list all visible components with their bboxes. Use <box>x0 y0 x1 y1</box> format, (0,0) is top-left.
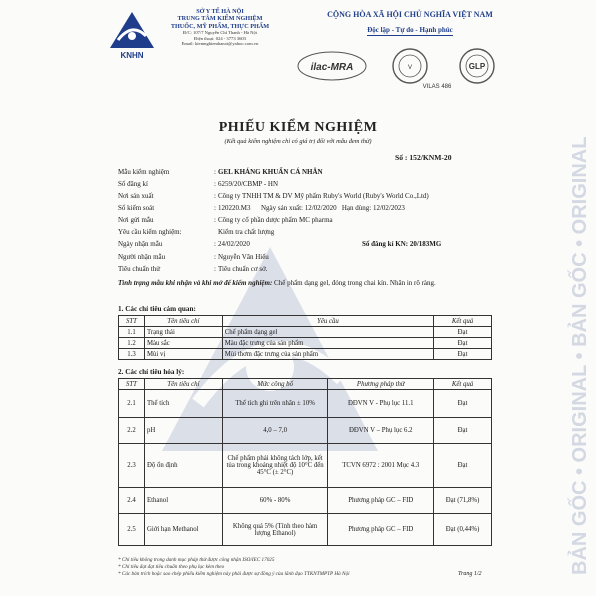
table-header-row <box>119 379 492 390</box>
col-criterion: Tên tiêu chí <box>144 379 222 390</box>
issuing-organization <box>160 8 280 47</box>
cell-criterion: Giới hạn Methanol <box>144 514 222 546</box>
col-test-method: Phương pháp thử <box>328 379 434 390</box>
watermark-text: BẢN GỐC • ORIGINAL • BẢN GỐC • ORIGINAL <box>569 136 591 575</box>
svg-text:VILAS 486: VILAS 486 <box>422 84 452 90</box>
svg-text:V: V <box>407 65 413 71</box>
lab-registration-number <box>362 240 441 248</box>
info-row-sender: Nơi gửi mẫu : Công ty cổ phần dược phẩm MC pharma <box>118 216 333 224</box>
cell-declared-level: Không quá 5% (Tính theo hàm lượng Ethanol) <box>222 514 328 546</box>
col-result: Kết quả <box>434 316 492 327</box>
knhn-logo-icon <box>108 10 156 60</box>
svg-text:KNHN: KNHN <box>120 51 144 60</box>
cell-test-method: Phương pháp GC – FID <box>328 514 434 546</box>
vilas-badge <box>393 49 452 90</box>
info-value: 6259/20/CBMP - HN <box>218 180 279 188</box>
info-label: Số kiểm soát <box>118 204 155 212</box>
cell-criterion: Mùi vị <box>144 349 222 360</box>
col-stt: STT <box>119 316 145 327</box>
svg-text:GLP: GLP <box>468 62 486 71</box>
info-label: Nơi sản xuất <box>118 192 154 200</box>
cell-requirement: Chế phẩm dạng gel <box>222 327 433 338</box>
cell-result: Đạt (0,44%) <box>434 514 492 546</box>
cell-stt: 2.5 <box>119 514 145 546</box>
info-value: 120220.M3 Ngày sản xuất: 12/02/2020 Hạn dùng: 12/02/2023 <box>218 204 405 212</box>
page-number: Trang 1/2 <box>458 571 482 577</box>
info-label: Ngày nhận mẫu <box>118 240 163 248</box>
cell-declared-level: Chế phẩm phải không tách lớp, kết tủa trong khoảng nhiệt độ 10°C đến 45°C (± 2°C) <box>222 444 328 488</box>
table-header-row <box>119 316 492 327</box>
national-motto: Độc lập - Tự do - Hạnh phúc <box>367 26 453 34</box>
glp-badge <box>460 49 494 83</box>
footnote-2: * Chỉ tiêu đạt đạt tiêu chuẩn theo phụ lục kèm theo <box>118 564 225 570</box>
info-value: 24/02/2020 <box>218 240 250 248</box>
cell-criterion: Độ ổn định <box>144 444 222 488</box>
cell-criterion: Thể tích <box>144 390 222 418</box>
org-address: Đ/C: 107/7 Nguyễn Chí Thanh - Hà Nội <box>182 30 258 36</box>
footnote-3: * Các bản trích hoặc sao chép phiếu kiểm nghiệm này phải được sự đồng ý của lãnh đạo TTKNTMPTP Hà Nội <box>118 571 350 577</box>
col-result: Kết quả <box>434 379 492 390</box>
national-header <box>290 10 530 37</box>
cell-result: Đạt <box>434 390 492 418</box>
cell-declared-level: Thể tích ghi trên nhãn ± 10% <box>222 390 328 418</box>
svg-text:ilac-MRA: ilac-MRA <box>310 62 354 73</box>
footnote-1: * Chỉ tiêu không trong danh mục pháp thử được công nhận ISO/IEC 17025 <box>118 557 275 563</box>
section-sensory-title: 1. Các chỉ tiêu cảm quan: <box>118 305 196 313</box>
cell-stt: 2.4 <box>119 488 145 514</box>
org-email: Email: kiemnghiemhanoi@yahoo.com.vn <box>181 41 259 47</box>
info-value: Công ty cổ phần dược phẩm MC pharma <box>218 216 333 224</box>
table-row <box>119 514 492 546</box>
cell-criterion: Ethanol <box>144 488 222 514</box>
info-row-receiver: Người nhận mẫu : Nguyễn Văn Hiếu <box>118 253 269 261</box>
info-value: Nguyễn Văn Hiếu <box>218 253 269 261</box>
cell-stt: 1.1 <box>119 327 145 338</box>
section-physchem-title: 2. Các chỉ tiêu hóa lý: <box>118 368 185 376</box>
cell-stt: 2.3 <box>119 444 145 488</box>
cell-result: Đạt (71,8%) <box>434 488 492 514</box>
col-declared-level: Mức công bố <box>222 379 328 390</box>
cell-criterion: Trạng thái <box>144 327 222 338</box>
info-label: Tiêu chuẩn thử <box>118 265 161 273</box>
info-row-manufacturer: Nơi sản xuất : Công ty TNHH TM & DV Mỹ phẩm Ruby's World (Ruby's World Co.,Ltd) <box>118 192 429 200</box>
cell-test-method: ĐĐVN V – Phụ lục 6.2 <box>328 418 434 444</box>
cell-test-method: TCVN 6972 : 2001 Mục 4.3 <box>328 444 434 488</box>
cell-result: Đạt <box>434 327 492 338</box>
info-label: Nơi gửi mẫu <box>118 216 154 224</box>
info-label: Số đăng kí <box>118 180 148 188</box>
cell-test-method: ĐĐVN V - Phụ lục 11.1 <box>328 390 434 418</box>
cell-result: Đạt <box>434 338 492 349</box>
cell-stt: 2.2 <box>119 418 145 444</box>
col-criterion: Tên tiêu chí <box>144 316 222 327</box>
cell-result: Đạt <box>434 444 492 488</box>
table-row <box>119 444 492 488</box>
info-value: Kiểm tra chất lượng <box>218 228 275 236</box>
table-row <box>119 418 492 444</box>
org-line-1: SỞ Y TẾ HÀ NỘI <box>196 8 244 15</box>
sensory-table <box>118 315 492 360</box>
condition-label: Tình trạng mẫu khi nhận và khi mở để kiểm nghiệm: <box>118 279 273 287</box>
registration-no: Số đăng kí KN: 20/183MG <box>362 240 442 248</box>
page-subtitle: (Kết quả kiểm nghiệm chỉ có giá trị đối với mẫu đem thử) <box>224 138 372 145</box>
cell-stt: 1.2 <box>119 338 145 349</box>
nation-name: CỘNG HÒA XÃ HỘI CHỦ NGHĨA VIỆT NAM <box>327 10 493 19</box>
cell-stt: 2.1 <box>119 390 145 418</box>
info-value: GEL KHÁNG KHUẨN CÁ NHÂN <box>218 168 323 176</box>
cell-result: Đạt <box>434 418 492 444</box>
page-title: PHIẾU KIỂM NGHIỆM <box>218 120 378 135</box>
info-row-control-number: Số kiểm soát : 120220.M3 Ngày sản xuất: 12/02/2020 Hạn dùng: 12/02/2023 <box>118 204 405 212</box>
info-row-received-date: Ngày nhận mẫu : 24/02/2020 <box>118 240 250 248</box>
table-row <box>119 327 492 338</box>
info-row-sample: Mẫu kiểm nghiệm : GEL KHÁNG KHUẨN CÁ NHÂN <box>118 168 323 176</box>
info-label: Yêu cầu kiểm nghiệm: <box>118 228 182 236</box>
cell-criterion: Màu sắc <box>144 338 222 349</box>
cell-declared-level: 4,0 – 7,0 <box>222 418 328 444</box>
table-row <box>119 390 492 418</box>
physchem-table <box>118 378 492 546</box>
info-row-registration: Số đăng kí : 6259/20/CBMP - HN <box>118 180 279 188</box>
col-requirement: Yêu cầu <box>222 316 433 327</box>
table-row <box>119 338 492 349</box>
cell-result: Đạt <box>434 349 492 360</box>
info-label: Mẫu kiểm nghiệm <box>118 168 170 176</box>
table-row <box>119 349 492 360</box>
condition-text: Chế phẩm dạng gel, đóng trong chai kín. Nhãn in rõ ràng. <box>274 279 436 287</box>
cell-test-method: Phương pháp GC – FID <box>328 488 434 514</box>
col-stt: STT <box>119 379 145 390</box>
sample-condition <box>118 278 488 288</box>
document-number: Số : 152/KNM-20 <box>395 153 452 162</box>
info-value: Tiêu chuẩn cơ sở. <box>218 265 268 273</box>
accreditation-badges <box>292 44 522 92</box>
info-row-request <box>118 228 274 236</box>
cell-stt: 1.3 <box>119 349 145 360</box>
info-label: Người nhận mẫu <box>118 253 166 261</box>
org-line-3: THUỐC, MỸ PHẨM, THỰC PHẨM <box>170 22 270 30</box>
cell-requirement: Mùi thơm đặc trưng của sản phẩm <box>222 349 433 360</box>
cell-declared-level: 60% - 80% <box>222 488 328 514</box>
info-value: Công ty TNHH TM & DV Mỹ phẩm Ruby's World (Ruby's World Co.,Ltd) <box>218 192 429 200</box>
org-phone: Điện thoại: 024 - 3773 3603 <box>194 35 246 41</box>
cell-criterion: pH <box>144 418 222 444</box>
cell-requirement: Màu đặc trưng của sản phẩm <box>222 338 433 349</box>
table-row <box>119 488 492 514</box>
ilac-mra-badge <box>298 52 366 80</box>
info-row-standard: Tiêu chuẩn thử : Tiêu chuẩn cơ sở. <box>118 265 268 273</box>
org-line-2: TRUNG TÂM KIỂM NGHIỆM <box>177 15 263 23</box>
